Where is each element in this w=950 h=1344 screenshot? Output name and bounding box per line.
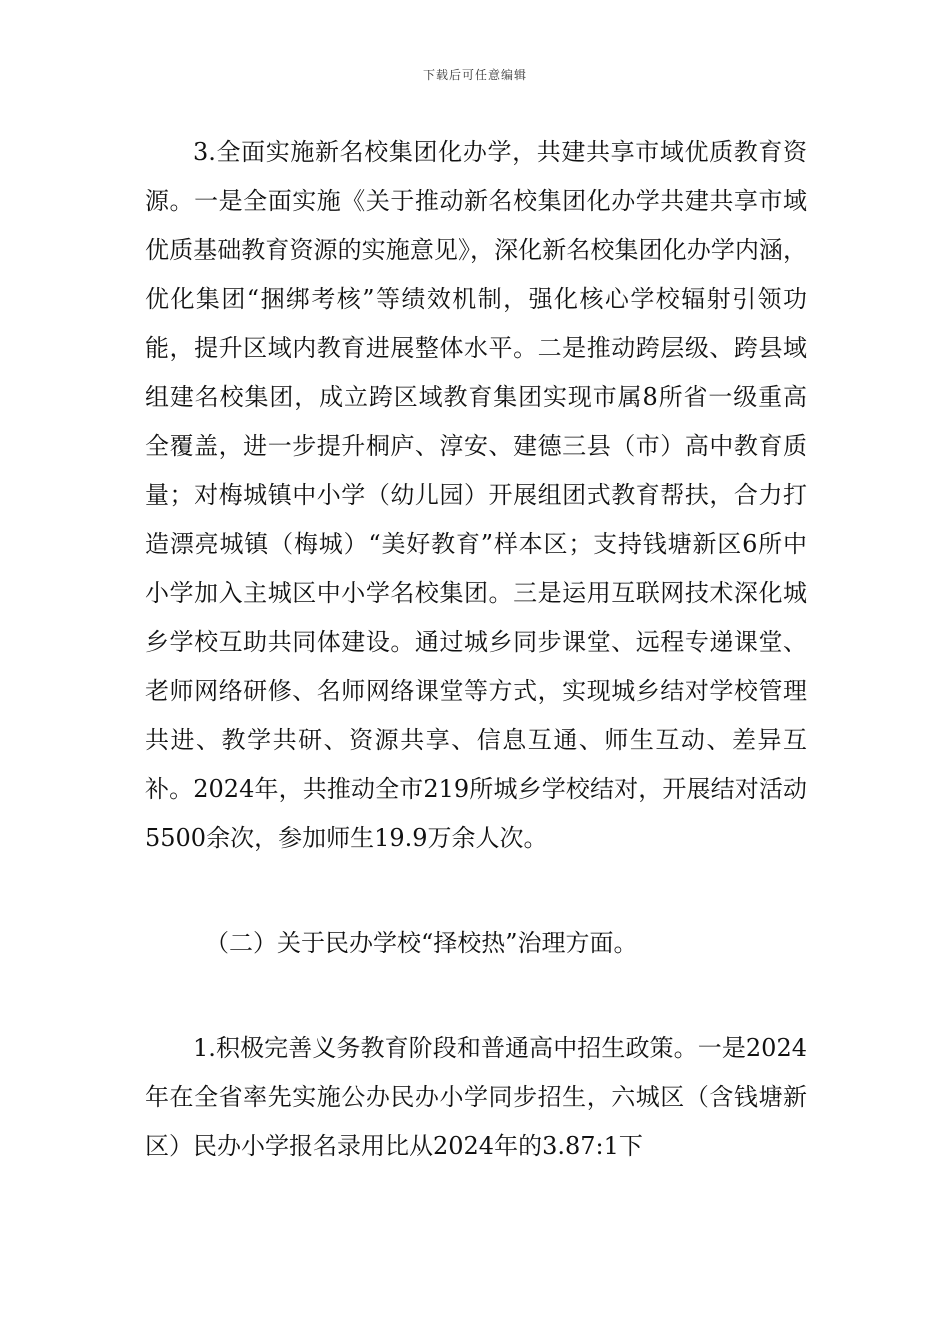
paragraph-group-schooling: 3.全面实施新名校集团化办学，共建共享市域优质教育资源。一是全面实施《关于推动新名校集团化办学共建共享市域优质基础教育资源的实施意见》，深化新名校集团化办学内涵，优化集团“捆绑考核”等绩效机制，强化核心学校辐射引领功能，提升区域内教育进展整体水平。二是推动跨层级、跨县域组建名校集团，成立跨区域教育集团实现市属8所省一级重高全覆盖，进一步提升桐庐、淳安、建德三县（市）高中教育质量；对梅城镇中小学（幼儿园）开展组团式教育帮扶，合力打造漂亮城镇（梅城）“美好教育”样本区；支持钱塘新区6所中小学加入主城区中小学名校集团。三是运用互联网技术深化城乡学校互助共同体建设。通过城乡同步课堂、远程专递课堂、老师网络研修、名师网络课堂等方式，实现城乡结对学校管理共进、教学共研、资源共享、信息互通、师生互动、差异互补。2024年，共推动全市219所城乡学校结对，开展结对活动5500余次，参加师生19.9万余人次。 <box>145 138 807 852</box>
section-heading-private-schools: （二）关于民办学校“择校热”治理方面。 <box>205 929 638 957</box>
document-body <box>145 128 807 1171</box>
page-header: 下载后可任意编辑 <box>422 68 527 82</box>
paragraph-enrollment-policy: 1.积极完善义务教育阶段和普通高中招生政策。一是2024年在全省率先实施公办民办小学同步招生，六城区（含钱塘新区）民办小学报名录用比从2024年的3.87:1下 <box>145 1034 807 1160</box>
